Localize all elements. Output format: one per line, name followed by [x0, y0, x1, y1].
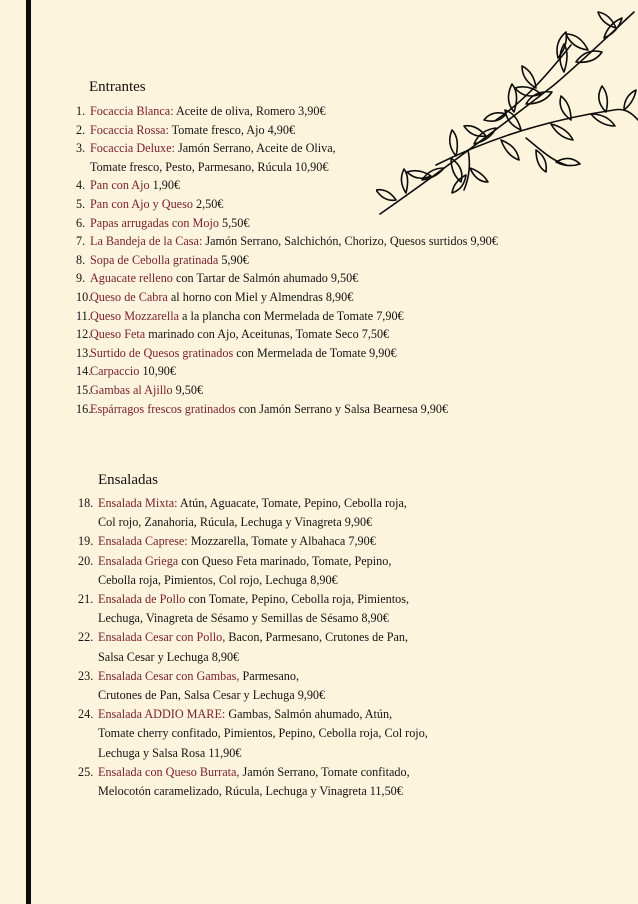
item-number: 16.: [76, 401, 92, 416]
item-line: [90, 139, 621, 158]
menu-item: [76, 251, 621, 270]
dish-name: Focaccia Blanca:: [90, 104, 174, 118]
menu-item: [78, 763, 578, 801]
item-number: 19.: [78, 534, 94, 549]
dish-description: Gambas, Salmón ahumado, Atún,: [225, 707, 393, 722]
menu-item: [78, 667, 578, 705]
menu-item: [76, 102, 621, 121]
menu-item: [76, 139, 621, 176]
item-number: 15.: [76, 382, 92, 397]
item-line: [98, 494, 578, 513]
item-line: [98, 686, 578, 705]
item-line: [98, 705, 578, 724]
item-number: 13.: [76, 345, 92, 360]
dish-description: 1,90€: [149, 178, 181, 193]
item-line: [98, 532, 578, 551]
dish-description: con Tartar de Salmón ahumado 9,50€: [172, 271, 359, 286]
item-line: [90, 102, 621, 121]
item-number: 22.: [78, 630, 94, 645]
dish-name: Ensalada Cesar con Pollo,: [98, 630, 226, 645]
dish-description: Bacon, Parmesano, Crutones de Pan,: [225, 630, 409, 645]
item-line: [98, 552, 578, 571]
item-line: [98, 782, 578, 801]
menu-item: [76, 288, 621, 307]
item-line: [90, 158, 621, 177]
dish-description: 10,90€: [139, 364, 176, 379]
item-line: [90, 176, 621, 195]
item-number: 7.: [76, 234, 86, 249]
dish-description: 9,50€: [172, 382, 204, 397]
item-number: 3.: [76, 141, 86, 156]
menu-item: [78, 705, 578, 763]
item-number: 18.: [78, 496, 94, 510]
dish-description: Tomate cherry confitado, Pimientos, Pepino, Cebolla roja, Col rojo,: [98, 726, 428, 741]
item-number: 8.: [76, 252, 86, 267]
dish-description: Jamón Serrano, Tomate confitado,: [239, 764, 410, 779]
dish-description: Aceite de oliva, Romero 3,90€: [173, 104, 326, 118]
dish-description: Lechuga, Vinagreta de Sésamo y Semillas de Sésamo 8,90€: [98, 611, 389, 626]
menu-item: [76, 344, 621, 363]
dish-name: Ensalada Caprese:: [98, 534, 188, 549]
dish-description: Crutones de Pan, Salsa Cesar y Lechuga 9,90€: [98, 688, 326, 703]
menu-item: [76, 325, 621, 344]
dish-description: con Jamón Serrano y Salsa Bearnesa 9,90€: [235, 401, 449, 416]
item-line: [90, 307, 621, 326]
dish-description: Salsa Cesar y Lechuga 8,90€: [98, 649, 240, 664]
dish-name: Ensalada ADDIO MARE:: [98, 707, 226, 722]
dish-name: Papas arrugadas con Mojo: [90, 215, 219, 230]
dish-name: Sopa de Cebolla gratinada: [90, 252, 219, 267]
item-number: 10.: [76, 289, 92, 304]
dish-name: Queso Mozzarella: [90, 308, 179, 323]
section-title-entrantes: Entrantes: [89, 79, 146, 95]
item-line: [98, 744, 578, 763]
item-line: [90, 362, 621, 381]
dish-description: con Queso Feta marinado, Tomate, Pepino,: [178, 553, 392, 568]
item-number: 9.: [76, 271, 86, 286]
menu-item: [78, 552, 578, 590]
dish-name: La Bandeja de la Casa:: [90, 234, 203, 249]
menu-item: [78, 590, 578, 628]
section-title-ensaladas: Ensaladas: [98, 472, 158, 488]
menu-item: [76, 307, 621, 326]
left-border-bar: [26, 0, 31, 904]
item-line: [98, 667, 578, 686]
dish-description: con Tomate, Pepino, Cebolla roja, Pimientos,: [185, 592, 410, 607]
dish-description: Mozzarella, Tomate y Albahaca 7,90€: [187, 534, 376, 549]
dish-name: Queso de Cabra: [90, 289, 168, 304]
menu-item: [76, 176, 621, 195]
item-line: [98, 571, 578, 590]
dish-name: Aguacate relleno: [90, 271, 173, 286]
item-line: [90, 121, 621, 140]
dish-description: Cebolla roja, Pimientos, Col rojo, Lechuga 8,90€: [98, 572, 338, 587]
dish-description: a la plancha con Mermelada de Tomate 7,90€: [179, 308, 404, 323]
item-number: 25.: [78, 764, 94, 779]
dish-description: marinado con Ajo, Aceitunas, Tomate Seco 7,50€: [145, 327, 390, 342]
item-line: [90, 344, 621, 363]
item-number: 24.: [78, 707, 94, 722]
item-line: [98, 609, 578, 628]
menu-item: [78, 532, 578, 551]
item-number: 14.: [76, 364, 92, 379]
item-line: [90, 251, 621, 270]
item-line: [90, 214, 621, 233]
dish-name: Pan con Ajo: [90, 178, 150, 193]
item-number: 2.: [76, 122, 86, 137]
item-number: 5.: [76, 196, 86, 211]
dish-description: Atún, Aguacate, Tomate, Pepino, Cebolla roja,: [177, 496, 407, 510]
item-line: [98, 648, 578, 667]
dish-description: con Mermelada de Tomate 9,90€: [233, 345, 397, 360]
dish-description: Parmesano,: [239, 668, 300, 683]
menu-item: [76, 362, 621, 381]
entrantes-list: [76, 102, 621, 418]
item-line: [90, 381, 621, 400]
menu-item: [76, 400, 621, 419]
item-line: [98, 513, 578, 532]
dish-name: Espárragos frescos gratinados: [90, 401, 236, 416]
dish-name: Ensalada con Queso Burrata,: [98, 764, 240, 779]
dish-name: Surtido de Quesos gratinados: [90, 345, 234, 360]
item-line: [98, 628, 578, 647]
item-number: 21.: [78, 592, 94, 607]
menu-item: [78, 494, 578, 532]
item-number: 12.: [76, 327, 92, 342]
item-number: 4.: [76, 178, 86, 193]
dish-description: Tomate fresco, Ajo 4,90€: [168, 122, 296, 137]
menu-item: [78, 628, 578, 666]
item-line: [90, 288, 621, 307]
dish-description: 2,50€: [192, 196, 224, 211]
dish-description: Lechuga y Salsa Rosa 11,90€: [98, 745, 242, 760]
item-line: [90, 325, 621, 344]
menu-item: [76, 214, 621, 233]
item-line: [98, 590, 578, 609]
dish-name: Focaccia Deluxe:: [90, 141, 175, 156]
dish-name: Ensalada Griega: [98, 553, 179, 568]
dish-description: Tomate fresco, Pesto, Parmesano, Rúcula 10,90€: [90, 159, 329, 174]
dish-name: Gambas al Ajillo: [90, 382, 173, 397]
dish-description: al horno con Miel y Almendras 8,90€: [167, 289, 354, 304]
item-line: [90, 400, 621, 419]
dish-name: Ensalada Mixta:: [98, 496, 178, 510]
dish-name: Focaccia Rossa:: [90, 122, 169, 137]
menu-item: [76, 381, 621, 400]
item-line: [98, 724, 578, 743]
dish-name: Ensalada Cesar con Gambas,: [98, 668, 240, 683]
item-line: [90, 232, 621, 251]
dish-description: Melocotón caramelizado, Rúcula, Lechuga y Vinagreta 11,50€: [98, 784, 403, 799]
item-number: 6.: [76, 215, 86, 230]
dish-name: Ensalada de Pollo: [98, 592, 186, 607]
dish-description: Col rojo, Zanahoria, Rúcula, Lechuga y Vinagreta 9,90€: [98, 515, 373, 530]
ensaladas-list: [78, 494, 578, 801]
dish-description: Jamón Serrano, Aceite de Oliva,: [174, 141, 336, 156]
item-number: 23.: [78, 668, 94, 683]
item-number: 20.: [78, 553, 94, 568]
dish-description: 5,50€: [218, 215, 250, 230]
item-line: [90, 269, 621, 288]
item-line: [98, 763, 578, 782]
dish-name: Carpaccio: [90, 364, 140, 379]
dish-name: Pan con Ajo y Queso: [90, 196, 193, 211]
menu-item: [76, 121, 621, 140]
dish-description: 5,90€: [218, 252, 249, 267]
menu-item: [76, 195, 621, 214]
menu-item: [76, 269, 621, 288]
dish-description: Jamón Serrano, Salchichón, Chorizo, Quesos surtidos 9,90€: [202, 234, 498, 249]
menu-item: [76, 232, 621, 251]
item-number: 1.: [76, 104, 86, 118]
item-number: 11.: [76, 308, 91, 323]
item-line: [90, 195, 621, 214]
dish-name: Queso Feta: [90, 327, 146, 342]
